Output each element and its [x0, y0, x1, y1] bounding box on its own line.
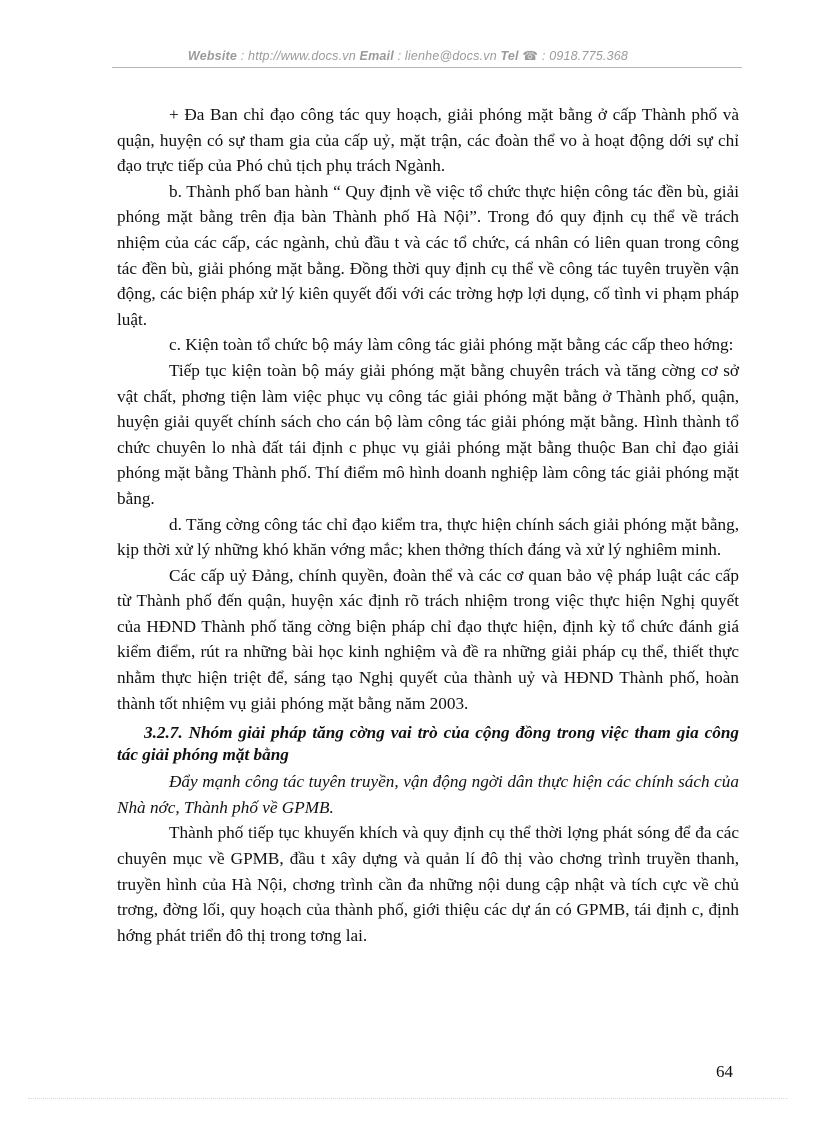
tel-label: Tel: [500, 49, 519, 63]
email-value: : lienhe@docs.vn: [393, 49, 501, 63]
paragraph-inspection: d. Tăng cờng công tác chỉ đạo kiểm tra, thực hiện chính sách giải phóng mặt bằng, kịp thời xử lý những khó khăn vớng mắc; khen thởng thích đáng và xử lý nghiêm minh.: [117, 514, 739, 560]
italic-subheading: Đẩy mạnh công tác tuyên truyền, vận động ngời dân thực hiện các chính sách của Nhà nớc, Thành phố về GPMB.: [117, 772, 739, 817]
page-header: [0, 48, 816, 63]
footer-divider: [28, 1098, 788, 1099]
document-body: [117, 102, 739, 948]
website-value: : http://www.docs.vn: [237, 49, 360, 63]
header-divider: [112, 67, 742, 68]
paragraph-organization: c. Kiện toàn tổ chức bộ máy làm công tác giải phóng mặt bằng các cấp theo hớng:: [169, 335, 734, 355]
tel-value: ☎ : 0918.775.368: [518, 49, 629, 63]
paragraph-party-committees: Các cấp uỷ Đảng, chính quyền, đoàn thể và các cơ quan bảo vệ pháp luật các cấp từ Thành phố đến quận, huyện xác định rõ trách nhiệm trong việc thực hiện Nghị quyết của HĐND Thành phố tăng cờng biện pháp chỉ đạo thực hiện, định kỳ tổ chức đánh giá kiểm điểm, rút ra những bài học kinh nghiệm và đề ra những giải pháp cụ thể, thiết thực nhằm thực hiện triệt để, sáng tạo Nghị quyết của thành uỷ và HĐND Thành phố, hoàn thành tốt nhiệm vụ giải phóng mặt bằng năm 2003.: [117, 565, 739, 713]
email-label: Email: [359, 49, 394, 63]
page-number: 64: [716, 1062, 733, 1081]
section-heading: 3.2.7. Nhóm giải pháp tăng cờng vai trò của cộng đồng trong việc tham gia công tác giải phóng mặt bằng: [117, 723, 739, 765]
website-label: Website: [187, 49, 238, 63]
paragraph-regulation: b. Thành phố ban hành “ Quy định về việc tổ chức thực hiện công tác đền bù, giải phóng mặt bằng trên địa bàn Thành phố Hà Nội”. Trong đó quy định cụ thể về trách nhiệm của các cấp, các ngành, chủ đầu t và các tổ chức, cá nhân có liên quan trong công tác đền bù, giải phóng mặt bằng. Đồng thời quy định cụ thể về công tác tuyên truyền vận động, các biện pháp xử lý kiên quyết đối với các trờng hợp lợi dụng, cố tình vi phạm pháp luật.: [117, 181, 739, 329]
paragraph-committee: + Đa Ban chỉ đạo công tác quy hoạch, giải phóng mặt bằng ở cấp Thành phố và quận, huyện có sự tham gia của cấp uỷ, mặt trận, các đoàn thể vo à hoạt động dới sự chỉ đạo trực tiếp của Phó chủ tịch phụ trách Ngành.: [117, 105, 739, 176]
paragraph-media: Thành phố tiếp tục khuyến khích và quy định cụ thể thời lợng phát sóng để đa các chuyên mục về GPMB, đầu t xây dựng và quản lí đô thị vào chơng trình truyền thanh, truyền hình của Hà Nội, chơng trình cần đa những nội dung cập nhật và tích cực về chủ trơng, đờng lối, quy hoạch của thành phố, giới thiệu các dự án có GPMB, tái định c, định hớng phát triển đô thị trong tơng lai.: [117, 823, 739, 945]
paragraph-continue-strengthen: Tiếp tục kiện toàn bộ máy giải phóng mặt bằng chuyên trách và tăng cờng cơ sở vật chất, phơng tiện làm việc phục vụ công tác giải phóng mặt bằng ở Thành phố, quận, huyện giải quyết chính sách cho cán bộ làm công tác giải phóng mặt bằng. Hình thành tổ chức chuyên lo nhà đất tái định c phục vụ giải phóng mặt bằng thuộc Ban chỉ đạo giải phóng mặt bằng Thành phố. Thí điểm mô hình doanh nghiệp làm công tác giải phóng mặt bằng.: [117, 360, 739, 508]
